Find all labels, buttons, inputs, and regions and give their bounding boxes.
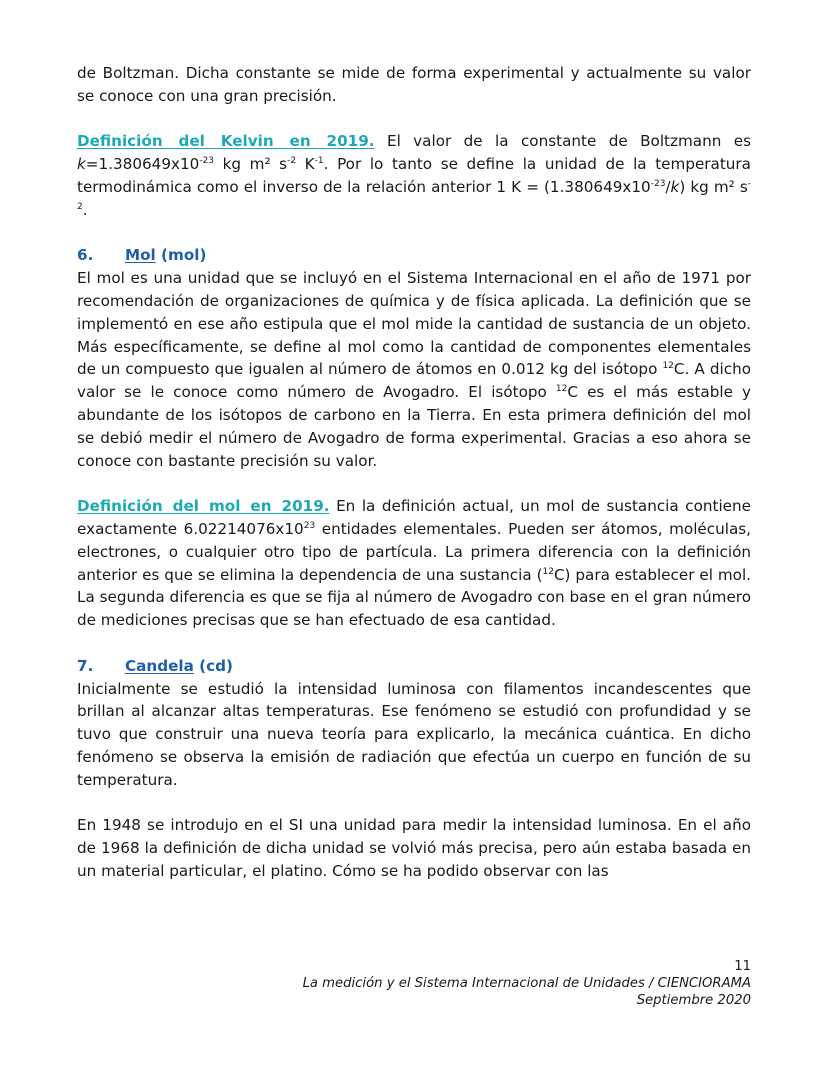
candela-unit: (cd) bbox=[193, 656, 233, 675]
mol2019-text-3: C) para establecer el mol. La segunda diferencia es que se fija al número de Avogadro con base en el gran número de mediciones precisas que se han efectuado de esa cantidad. bbox=[77, 565, 751, 630]
boltzmann-symbol: k bbox=[77, 155, 86, 174]
exponent: -23 bbox=[650, 178, 666, 189]
mol-text-1: El mol es una unidad que se incluyó en el Sistema Internacional en el año de 1971 por recomendación de organizaciones de química y de física aplicada. La definición que se implementó en ese año estipula que el mol mide la cantidad de sustancia de un objeto. Más específicamente, se define al mol como la cantidad de componentes elementales de un compuesto que igualen al número de átomos en 0.012 kg del isótopo bbox=[77, 269, 751, 379]
kelvin-text-7: ) kg m² s bbox=[679, 177, 748, 196]
kelvin-text-1: El valor de la constante de Boltzmann es bbox=[374, 132, 751, 151]
candela-term-link[interactable]: Candela bbox=[125, 656, 194, 675]
spacer bbox=[77, 108, 751, 131]
mol-unit: (mol) bbox=[155, 246, 207, 265]
exponent: -2 bbox=[287, 156, 297, 167]
kelvin-text-6: / bbox=[665, 177, 671, 196]
footer-date: Septiembre 2020 bbox=[636, 993, 751, 1008]
isotope-mass: 12 bbox=[555, 384, 568, 395]
kelvin-2019-link[interactable]: Definición del Kelvin en 2019. bbox=[77, 132, 375, 151]
mol-section-heading bbox=[77, 244, 751, 267]
footer-title: La medición y el Sistema Internacional de Unidades / CIENCIORAMA bbox=[302, 976, 751, 991]
spacer bbox=[77, 632, 751, 655]
candela-section-heading bbox=[77, 655, 751, 678]
candela-paragraph-2: En 1948 se introdujo en el SI una unidad para medir la intensidad luminosa. En el año de 1968 la definición de dicha unidad se volvió más precisa, pero aún estaba basada en un material particular, el platino. Cómo se ha podido observar con las bbox=[77, 816, 751, 880]
kelvin-text-3: kg m² s bbox=[214, 155, 288, 174]
mol-text-3: C es el más estable y abundante de los isótopos de carbono en la Tierra. En esta primera definición del mol se debió medir el número de Avogadro de forma experimental. Gracias a eso ahora se conoce con bastante precisión su valor. bbox=[77, 383, 751, 470]
page-footer bbox=[303, 958, 751, 1009]
boltzmann-symbol: k bbox=[670, 177, 680, 196]
mol2019-text-1: En la definición actual, un mol de sustancia contiene exactamente 6.02214076x10 bbox=[77, 497, 751, 538]
exponent: -1 bbox=[314, 156, 324, 167]
section-number: 6. bbox=[77, 246, 94, 265]
kelvin-text-5: . Por lo tanto se define la unidad de la temperatura termodinámica como el inverso de la relación anterior 1 K = (1.380649x10 bbox=[77, 155, 751, 196]
kelvin-text-4: K bbox=[296, 155, 315, 174]
mol-paragraph bbox=[77, 267, 751, 472]
spacer bbox=[77, 222, 751, 245]
exponent: -23 bbox=[199, 156, 215, 167]
isotope-mass: 12 bbox=[542, 566, 554, 577]
spacer bbox=[77, 472, 751, 495]
kelvin-text-8: . bbox=[82, 200, 88, 219]
mol2019-text-2: entidades elementales. Pueden ser átomos, moléculas, electrones, o cualquier otro tipo de partícula. La primera diferencia con la definición anterior es que se elimina la dependencia de una sustancia ( bbox=[77, 519, 751, 584]
mol-2019-paragraph bbox=[77, 495, 751, 632]
mol-2019-link[interactable]: Definición del mol en 2019. bbox=[77, 497, 330, 516]
mol-term-link[interactable]: Mol bbox=[125, 246, 156, 265]
intro-paragraph: de Boltzman. Dicha constante se mide de forma experimental y actualmente su valor se conoce con una gran precisión. bbox=[77, 64, 751, 105]
kelvin-2019-paragraph bbox=[77, 130, 751, 221]
document-page bbox=[77, 62, 751, 883]
isotope-mass: 12 bbox=[662, 361, 674, 372]
exponent: -2 bbox=[77, 178, 751, 212]
spacer bbox=[77, 792, 751, 815]
candela-paragraph-1: Inicialmente se estudió la intensidad luminosa con filamentos incandescentes que brillan al alcanzar altas temperaturas. Ese fenómeno se estudió con profundidad y se tuvo que construir una nueva teoría para explicarlo, la mecánica cuántica. En dicho fenómeno se observa la emisión de radiación que efectúa un cuerpo en función de su temperatura. bbox=[77, 679, 751, 789]
section-number: 7. bbox=[77, 656, 94, 675]
mol-text-2: C. A dicho valor se le conoce como número de Avogadro. El isótopo bbox=[77, 360, 752, 402]
exponent: 23 bbox=[303, 520, 316, 531]
kelvin-text-2: =1.380649x10 bbox=[85, 155, 200, 174]
page-number: 11 bbox=[734, 959, 751, 974]
